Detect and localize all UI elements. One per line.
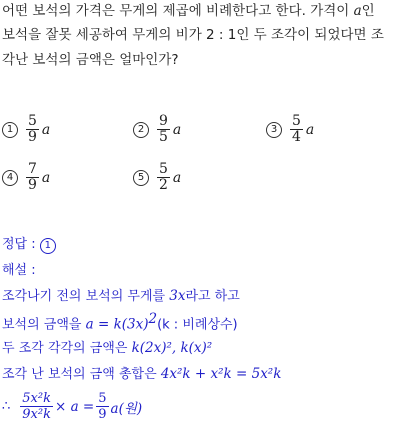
question-line-3: 각난 보석의 금액은 얼마인가? [2,52,179,68]
fraction: $\frac{5}{9}$ [28,113,37,145]
choice-5[interactable]: 5 $\frac{5}{2}$ a [133,162,181,193]
variable-a: a [353,3,362,19]
fraction: $\frac{9}{5}$ [159,113,168,145]
answer-marker: 1 [40,238,56,254]
fraction: $\frac{5}{9}$ [98,391,107,422]
choice-marker: 2 [133,122,149,138]
solution-line-1: 조각나기 전의 보석의 무게를 3x라고 하고 [2,288,240,304]
question-line-2: 보석을 잘못 세공하여 무게의 비가 2 : 1인 두 조각이 되었다면 조 [2,27,384,43]
fraction: $\frac{7}{9}$ [28,161,37,193]
choice-marker: 1 [2,122,18,138]
choice-3[interactable]: 3 $\frac{5}{4}$ a [266,114,314,145]
solution-line-5: ∴ $\frac{\text{5x²k}}{\text{9x²k}}$ × a = $\frac{5}{9}$ a(원) [2,391,143,422]
choice-1[interactable]: 1 $\frac{5}{9}$ a [2,114,50,145]
question-line-1: 어떤 보석의 가격은 무게의 제곱에 비례한다고 한다. 가격이 a인 [2,3,375,19]
explanation-label: 해설 : [2,263,36,278]
fraction: $\frac{5}{2}$ [159,161,168,193]
fraction: $\frac{\text{5x²k}}{\text{9x²k}}$ [22,391,51,422]
choice-marker: 3 [266,122,282,138]
choice-4[interactable]: 4 $\frac{7}{9}$ a [2,162,50,193]
solution-line-3: 두 조각 각각의 금액은 k(2x)², k(x)² [2,340,213,356]
choice-2[interactable]: 2 $\frac{9}{5}$ a [133,114,181,145]
fraction: $\frac{5}{4}$ [292,113,301,145]
solution-line-2: 보석의 금액을 $a = k(3x)^2(k$ : 비례상수) [2,311,238,333]
solution-line-4: 조각 난 보석의 금액 총합은 4x²k + x²k = 5x²k [2,366,282,382]
choice-marker: 5 [133,170,149,186]
answer-line: 정답 : 1 [2,233,62,254]
choice-marker: 4 [2,170,18,186]
